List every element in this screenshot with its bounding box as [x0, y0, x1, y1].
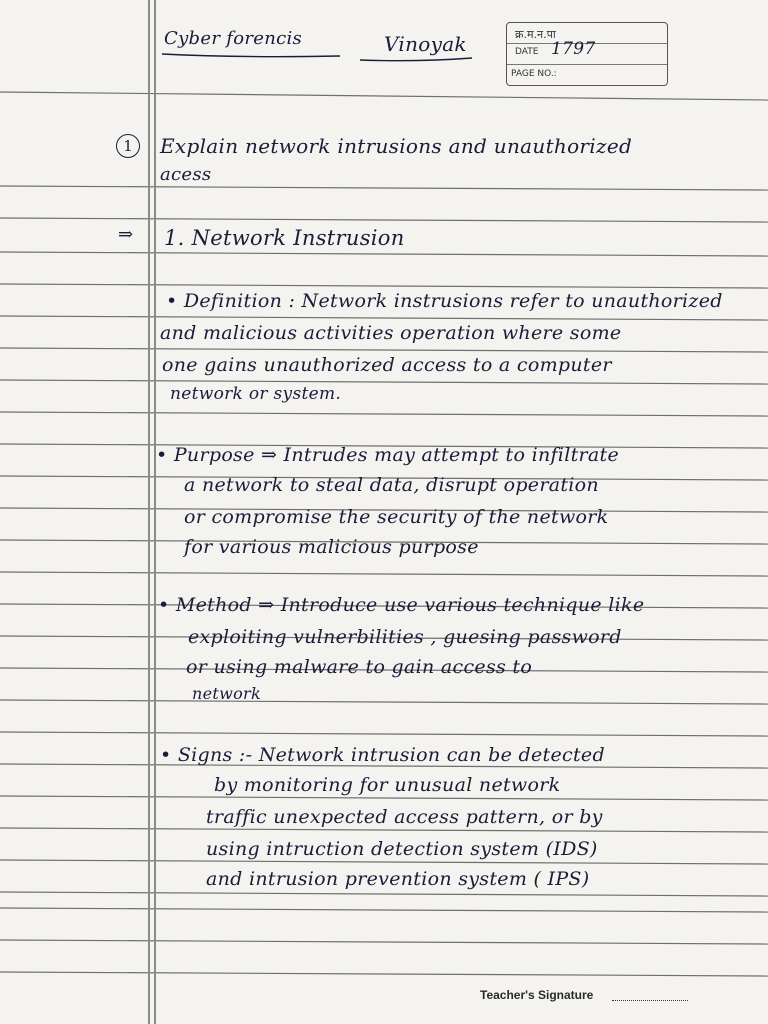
box-top-label: क्र.म.न.पा [515, 28, 556, 41]
signs-line-5: and intrusion prevention system ( IPS) [206, 868, 590, 890]
signature-dotted-line [612, 1000, 688, 1001]
date-page-box [506, 22, 668, 86]
box-date-label: DATE [515, 47, 539, 57]
header-subject: Cyber forencis [164, 28, 303, 49]
method-line-1: • Method ⇒ Introduce use various technique like [158, 594, 645, 616]
margin-line-right [154, 0, 156, 1024]
purpose-line-1: • Purpose ⇒ Intrudes may attempt to infiltrate [156, 444, 619, 466]
header-name: Vinoyak [384, 32, 467, 56]
definition-line-3: one gains unauthorized access to a computer [162, 354, 612, 376]
question-line-1: Explain network intrusions and unauthorized [160, 134, 633, 158]
section-title: 1. Network Instrusion [164, 226, 405, 250]
signs-line-3: traffic unexpected access pattern, or by [206, 806, 603, 828]
section-arrow: ⇒ [118, 224, 134, 245]
definition-line-4: network or system. [170, 384, 342, 404]
method-line-2: exploiting vulnerbilities , guesing password [188, 626, 622, 648]
method-line-4: network [192, 684, 261, 703]
purpose-line-2: a network to steal data, disrupt operation [184, 474, 599, 496]
signs-line-4: using intruction detection system (IDS) [206, 838, 598, 860]
purpose-line-4: for various malicious purpose [184, 536, 479, 558]
question-number: 1 [116, 134, 140, 158]
definition-line-2: and malicious activities operation where some [160, 322, 622, 344]
signs-line-1: • Signs :- Network intrusion can be detected [160, 744, 605, 766]
question-line-2: acess [160, 164, 212, 185]
box-page-label: PAGE NO.: [511, 69, 557, 79]
teacher-signature-label: Teacher's Signature [480, 988, 594, 1002]
signs-line-2: by monitoring for unusual network [214, 774, 561, 796]
box-number: 1797 [551, 39, 596, 59]
method-line-3: or using malware to gain access to [186, 656, 533, 678]
purpose-line-3: or compromise the security of the network [184, 506, 609, 528]
definition-line-1: • Definition : Network instrusions refer to unauthorized [166, 290, 723, 312]
margin-line-left [148, 0, 150, 1024]
